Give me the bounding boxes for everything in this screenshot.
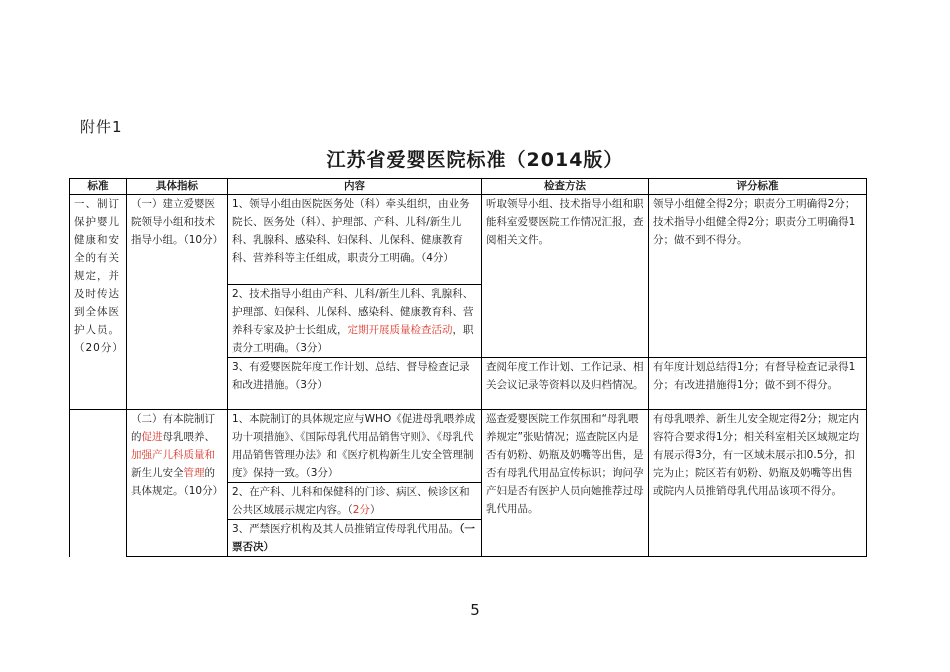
standards-table	[69, 178, 867, 557]
table-row	[70, 410, 867, 483]
indicator-2-text-2: 母乳喂养、	[162, 431, 215, 443]
scoring-1-cell: 领导小组健全得2分；职责分工明确得2分；技术指导小组健全得2分；职责分工明确得1分；做不到不得分。	[649, 195, 867, 358]
content-2-3	[228, 520, 482, 557]
indicator-2-cell	[127, 410, 228, 557]
indicator-2-highlight-3: 管理	[183, 467, 205, 479]
method-2-cell: 巡查爱婴医院工作氛围和“母乳喂养规定”张贴情况；巡查院区内是否有奶粉、奶瓶及奶嘴等出售，是否有母乳代用品宣传标识；询问孕产妇是否有医护人员向她推荐过母乳代用品。	[482, 410, 649, 557]
scoring-2-cell: 有母乳喂养、新生儿安全规定得2分；规定内容符合要求得1分；相关科室相关区域规定均有展示得3分，有一区域未展示扣0.5分，扣完为止；院区若有奶粉、奶瓶及奶嘴等出售或院内人员推销母乳代用品该项不得分。	[649, 410, 867, 557]
method-1-3: 查阅年度工作计划、工作记录、相关会议记录等资料以及归档情况。	[482, 358, 649, 410]
indicator-2-text-4: 的具体规定。（10分）	[131, 467, 224, 497]
header-scoring: 评分标准	[649, 179, 867, 195]
indicator-2-text-1: （二）有本院制订的	[131, 413, 215, 443]
standard-cell: 一、制订保护婴儿健康和安全的有关规定，并及时传达到全体医护人员。（20分）	[70, 195, 127, 410]
content-1-2-text-b: ，职责分工明确。（3分）	[232, 324, 474, 354]
content-2-3-veto: （一票否决）	[232, 523, 475, 553]
document-title: 江苏省爱婴医院标准（2014版）	[326, 149, 624, 171]
method-1-cell: 听取领导小组、技术指导小组和职能科室爱婴医院工作情况汇报，查阅相关文件。	[482, 195, 649, 358]
header-method: 检查方法	[482, 179, 649, 195]
content-1-2	[228, 285, 482, 358]
header-standard: 标准	[70, 179, 127, 195]
indicator-1-cell: （一）建立爱婴医院领导小组和技术指导小组。（10分）	[127, 195, 228, 410]
content-2-2-text-b: ）	[369, 504, 381, 516]
content-1-2-highlight: 定期开展质量检查活动	[347, 324, 453, 336]
table-header-row	[70, 179, 867, 195]
indicator-2-text-3: 新生儿安全	[131, 467, 184, 479]
content-2-2-text-a: 2、在产科、儿科和保健科的门诊、病区、候诊区和公共区域展示规定内容。（	[232, 486, 470, 516]
attachment-label: 附件1	[80, 118, 123, 136]
indicator-2-highlight-2: 加强产儿科质量和	[131, 449, 215, 461]
scoring-1-3: 有年度计划总结得1分；有督导检查记录得1分；有改进措施得1分；做不到不得分。	[649, 358, 867, 410]
content-2-2	[228, 483, 482, 520]
standard-cell-continued	[70, 410, 127, 557]
content-1-3: 3、有爱婴医院年度工作计划、总结、督导检查记录和改进措施。（3分）	[228, 358, 482, 410]
content-2-2-highlight: 2分	[352, 504, 370, 516]
table-row	[70, 195, 867, 285]
content-2-1: 1、本院制订的具体规定应与WHO《促进母乳喂养成功十项措施》、《国际母乳代用品销售守则》、《母乳代用品销售管理办法》和《医疗机构新生儿安全管理制度》保持一致。（3分）	[228, 410, 482, 483]
header-indicator: 具体指标	[127, 179, 228, 195]
content-2-3-text: 3、严禁医疗机构及其人员推销宣传母乳代用品。	[232, 523, 460, 535]
page-number: 5	[470, 601, 480, 619]
content-1-1: 1、领导小组由医院医务处（科）牵头组织，由业务院长、医务处（科）、护理部、产科、儿科/新生儿科、乳腺科、感染科、妇保科、儿保科、健康教育科、营养科等主任组成，职责分工明确。（4分）	[228, 195, 482, 285]
indicator-2-highlight-1: 促进	[141, 431, 163, 443]
header-content: 内容	[228, 179, 482, 195]
content-1-2-text-a: 2、技术指导小组由产科、儿科/新生儿科、乳腺科、护理部、妇保科、儿保科、感染科、健康教育科、营养科专家及护士长组成，	[232, 288, 474, 336]
